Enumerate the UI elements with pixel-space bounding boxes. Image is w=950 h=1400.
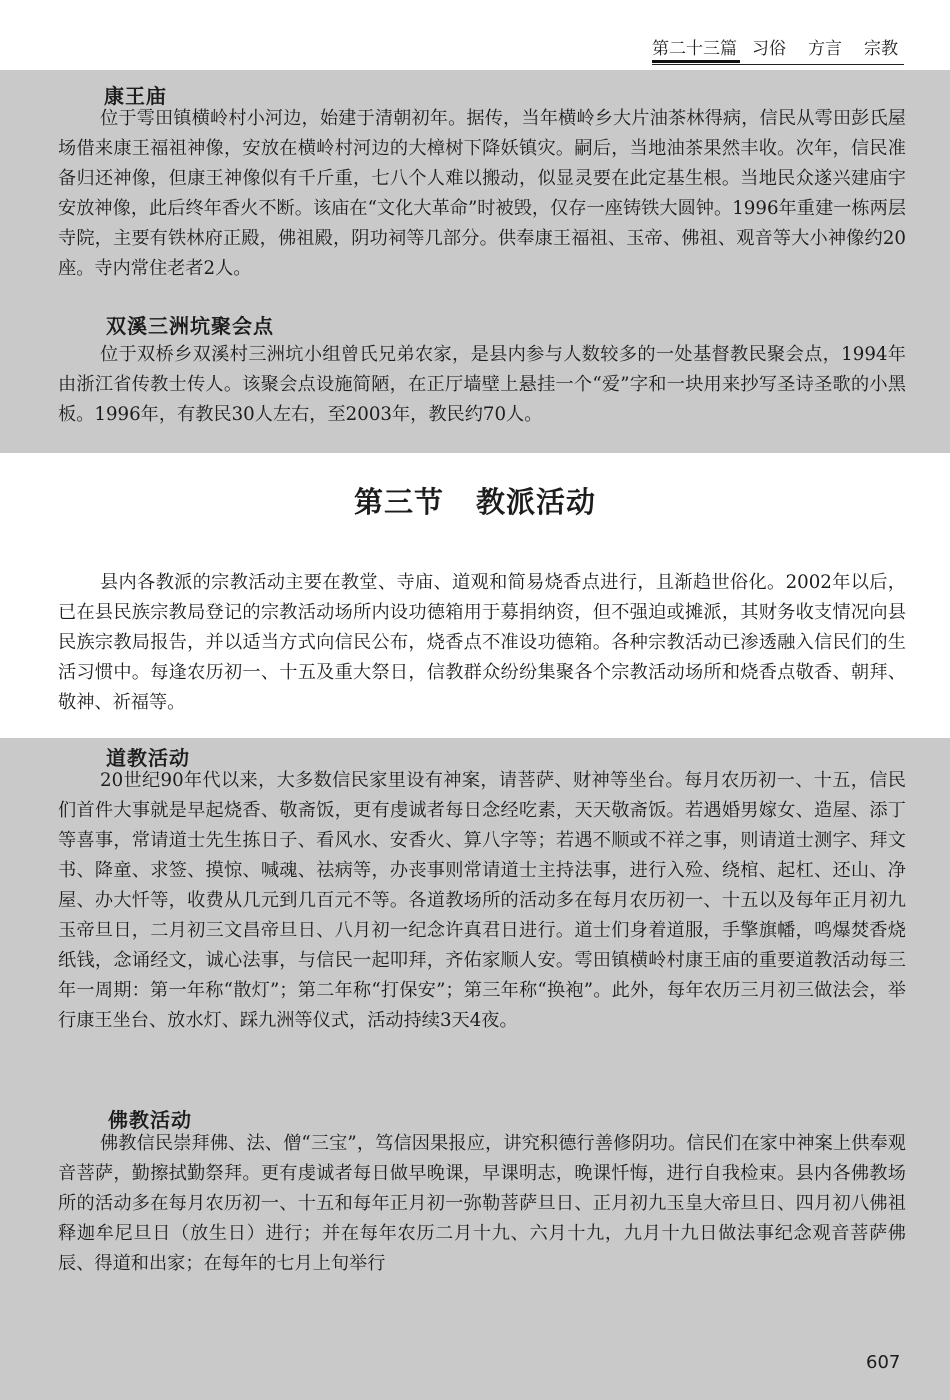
taoism-text: 20世纪90年代以来，大多数信民家里设有神案，请菩萨、财神等坐台。每月农历初一、十五，信民们首件大事就是早起烧香、敬斋饭，更有虔诚者每日念经吃素，天天敬斋饭。若遇婚男嫁女、造屋、添丁等喜事，常请道士先生拣日子、看风水、安香火、算八字等；若遇不顺或不祥之事，则请道士测字、拜文书、降童、求签、摸惊、喊魂、祛病等，办丧事则常请道士主持法事，进行入殓、绕棺、起杠、还山、净屋、办大忏等，收费从几元到几百元不等。各道教场所的活动多在每月农历初一、十五以及每年正月初九玉帝旦日，二月初三文昌帝旦日、八月初一纪念许真君日进行。道士们身着道服，手擎旗幡，鸣爆焚香烧纸钱，念诵经文，诚心法事，与信民一起叩拜，齐佑家顺人安。雩田镇横岭村康王庙的重要道教活动每三年一周期：第一年称“散灯”；第二年称“打保安”；第三年称“换袍”。此外，每年农历三月初三做法会，举行康王坐台、放水灯、踩九洲等仪式，活动持续3天4夜。 <box>58 770 906 1031</box>
page-number: 607 <box>866 1352 901 1373</box>
shuangxi-meeting-point-text: 位于双桥乡双溪村三洲坑小组曾氏兄弟农家，是县内参与人数较多的一处基督教民聚会点，1994年由浙江省传教士传人。该聚会点设施简陋，在正厅墙壁上悬挂一个“爱”字和一块用来抄写圣诗圣歌的小黑板。1996年，有教民30人左右，至2003年，教民约70人。 <box>58 344 906 425</box>
shuangxi-meeting-point-heading: 双溪三洲坑聚会点 <box>106 314 274 338</box>
header-topic-religion: 宗教 <box>864 39 898 59</box>
kangwang-temple-text: 位于雩田镇横岭村小河边，始建于清朝初年。据传，当年横岭乡大片油茶林得病，信民从雩田彭氏屋场借来康王福祖神像，安放在横岭村河边的大樟树下降妖镇灾。嗣后，当地油茶果然丰收。次年，信民准备归还神像，但康王神像似有千斤重，七八个人难以搬动，似显灵要在此定基生根。当地民众遂兴建庙宇安放神像，此后终年香火不断。该庙在“文化大革命”时被毁，仅存一座铸铁大圆钟。1996年重建一栋两层寺院，主要有铁林府正殿，佛祖殿，阴功祠等几部分。供奉康王福祖、玉帝、佛祖、观音等大小神像约20座。寺内常住老者2人。 <box>58 108 906 279</box>
section-name: 教派活动 <box>476 485 597 519</box>
header-topic-dialect: 方言 <box>808 39 842 59</box>
taoism-heading: 道教活动 <box>106 746 190 770</box>
kangwang-temple-heading: 康王庙 <box>104 84 167 108</box>
header-topic-customs: 习俗 <box>752 39 786 59</box>
running-header <box>652 30 904 58</box>
section-title <box>0 480 950 521</box>
header-rule-thick <box>652 60 740 63</box>
header-part: 第二十三篇 <box>652 39 737 59</box>
section-number: 第三节 <box>353 485 444 519</box>
buddhism-text: 佛教信民崇拜佛、法、僧“三宝”，笃信因果报应，讲究积德行善修阴功。信民们在家中神案上供奉观音菩萨，勤擦拭勤祭拜。更有虔诚者每日做早晚课，早课明志，晚课忏悔，进行自我检束。县内各佛教场所的活动多在每月农历初一、十五和每年正月初一弥勒菩萨旦日、正月初九玉皇大帝旦日、四月初八佛祖释迦牟尼旦日（放生日）进行；并在每年农历二月十九、六月十九，九月十九日做法事纪念观音菩萨佛辰、得道和出家；在每年的七月上旬举行 <box>58 1133 906 1274</box>
section-intro-text: 县内各教派的宗教活动主要在教堂、寺庙、道观和简易烧香点进行，且渐趋世俗化。2002年以后，已在县民族宗教局登记的宗教活动场所内设功德箱用于募捐纳资，但不强迫或摊派，其财务收支情况向县民族宗教局报告，并以适当方式向信民公布，烧香点不准设功德箱。各种宗教活动已渗透融入信民们的生活习惯中。每逢农历初一、十五及重大祭日，信教群众纷纷集聚各个宗教活动场所和烧香点敬香、朝拜、敬神、祈福等。 <box>58 572 906 713</box>
buddhism-heading: 佛教活动 <box>108 1108 192 1132</box>
header-rule-thin <box>652 64 904 65</box>
